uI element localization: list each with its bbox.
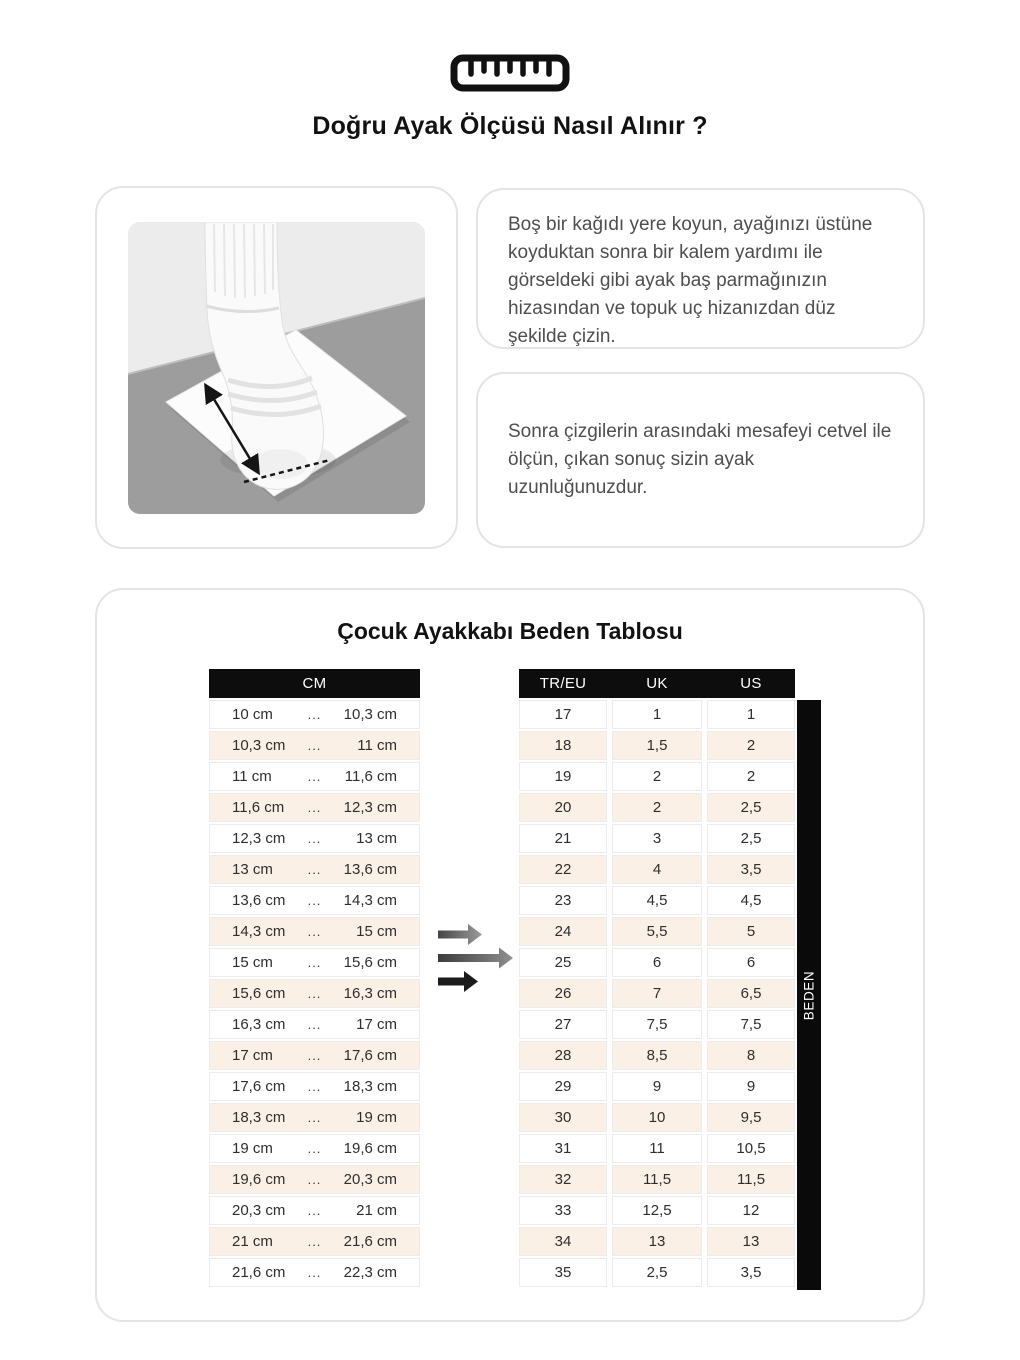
us-cell: 10,5	[707, 1134, 795, 1163]
tr-eu-cell: 20	[519, 793, 607, 822]
intl-table-row	[519, 1103, 795, 1132]
cm-table-row	[209, 886, 420, 915]
us-cell: 3,5	[707, 1258, 795, 1287]
tr-eu-cell: 27	[519, 1010, 607, 1039]
range-dots: ...	[307, 707, 322, 722]
cm-from-cell: 19 cm	[232, 1140, 273, 1157]
cm-to-cell: 16,3 cm	[343, 985, 397, 1002]
cm-from-cell: 10,3 cm	[232, 737, 286, 754]
range-dots: ...	[307, 738, 322, 753]
us-cell: 4,5	[707, 886, 795, 915]
cm-to-cell: 15,6 cm	[343, 954, 397, 971]
cm-to-cell: 17,6 cm	[343, 1047, 397, 1064]
intl-table	[519, 669, 795, 1289]
us-cell: 8	[707, 1041, 795, 1070]
cm-to-cell: 12,3 cm	[343, 799, 397, 816]
us-cell: 3,5	[707, 855, 795, 884]
tr-eu-cell: 22	[519, 855, 607, 884]
cm-table-row	[209, 1196, 420, 1225]
cm-from-cell: 17 cm	[232, 1047, 273, 1064]
cm-to-cell: 18,3 cm	[343, 1078, 397, 1095]
uk-cell: 1	[612, 700, 702, 729]
range-dots: ...	[307, 1110, 322, 1125]
range-dots: ...	[307, 1079, 322, 1094]
range-dots: ...	[307, 1203, 322, 1218]
cm-from-cell: 11 cm	[232, 768, 272, 785]
uk-cell: 4	[612, 855, 702, 884]
intl-table-row	[519, 1010, 795, 1039]
intl-table-row	[519, 1196, 795, 1225]
us-cell: 9	[707, 1072, 795, 1101]
intl-table-row	[519, 1227, 795, 1256]
cm-table-row	[209, 1165, 420, 1194]
cm-from-cell: 11,6 cm	[232, 799, 285, 816]
cm-from-cell: 19,6 cm	[232, 1171, 286, 1188]
intl-table-row	[519, 886, 795, 915]
cm-to-cell: 13,6 cm	[343, 861, 397, 878]
cm-table-row	[209, 700, 420, 729]
cm-table-row	[209, 1041, 420, 1070]
intl-table-body	[519, 700, 795, 1287]
cm-table-header: CM	[209, 669, 420, 698]
tr-eu-cell: 18	[519, 731, 607, 760]
intl-table-row	[519, 948, 795, 977]
cm-from-cell: 21 cm	[232, 1233, 273, 1250]
us-cell: 13	[707, 1227, 795, 1256]
cm-from-cell: 15 cm	[232, 954, 273, 971]
ruler-icon	[450, 54, 570, 92]
cm-table-row	[209, 762, 420, 791]
tr-eu-cell: 21	[519, 824, 607, 853]
us-cell: 5	[707, 917, 795, 946]
uk-cell: 11	[612, 1134, 702, 1163]
us-cell: 2	[707, 762, 795, 791]
tr-eu-cell: 28	[519, 1041, 607, 1070]
range-dots: ...	[307, 1048, 322, 1063]
uk-cell: 13	[612, 1227, 702, 1256]
cm-to-cell: 19,6 cm	[343, 1140, 397, 1157]
uk-cell: 2	[612, 793, 702, 822]
tr-eu-cell: 23	[519, 886, 607, 915]
cm-to-cell: 14,3 cm	[343, 892, 397, 909]
cm-from-cell: 14,3 cm	[232, 923, 286, 940]
range-dots: ...	[307, 1172, 322, 1187]
cm-to-cell: 13 cm	[356, 830, 397, 847]
cm-table-row	[209, 1258, 420, 1287]
cm-table-row	[209, 1134, 420, 1163]
intl-table-row	[519, 1258, 795, 1287]
beden-label: BEDEN	[801, 970, 817, 1020]
cm-to-cell: 15 cm	[356, 923, 397, 940]
intl-table-row	[519, 731, 795, 760]
tr-eu-cell: 24	[519, 917, 607, 946]
cm-table-row	[209, 1103, 420, 1132]
cm-from-cell: 17,6 cm	[232, 1078, 286, 1095]
foot-measurement-photo	[128, 222, 425, 514]
instruction-step-1-text: Boş bir kağıdı yere koyun, ayağınızı üstüne koyduktan sonra bir kalem yardımı ile görseldeki gibi ayak baş parmağınızın hizasından ve topuk uç hizanızdan düz şekilde çizin.	[508, 214, 873, 347]
range-dots: ...	[307, 1265, 322, 1280]
range-dots: ...	[307, 800, 322, 815]
uk-cell: 2,5	[612, 1258, 702, 1287]
intl-table-row	[519, 1072, 795, 1101]
intl-table-row	[519, 1041, 795, 1070]
uk-cell: 7,5	[612, 1010, 702, 1039]
uk-cell: 6	[612, 948, 702, 977]
cm-table	[209, 669, 420, 1289]
uk-cell: 12,5	[612, 1196, 702, 1225]
intl-table-row	[519, 700, 795, 729]
uk-cell: 5,5	[612, 917, 702, 946]
size-table-card	[95, 588, 925, 1322]
transfer-arrows-icon	[437, 924, 515, 992]
beden-side-bar	[797, 700, 821, 1290]
tr-eu-cell: 32	[519, 1165, 607, 1194]
range-dots: ...	[307, 955, 322, 970]
uk-cell: 7	[612, 979, 702, 1008]
uk-cell: 2	[612, 762, 702, 791]
instruction-box-2	[476, 372, 925, 548]
us-cell: 2	[707, 731, 795, 760]
intl-table-row	[519, 793, 795, 822]
header-label-tr-eu: TR/EU	[539, 675, 587, 692]
uk-cell: 4,5	[612, 886, 702, 915]
us-cell: 11,5	[707, 1165, 795, 1194]
range-dots: ...	[307, 986, 322, 1001]
cm-to-cell: 11 cm	[357, 737, 397, 754]
us-cell: 1	[707, 700, 795, 729]
us-cell: 6	[707, 948, 795, 977]
range-dots: ...	[307, 1141, 322, 1156]
cm-table-row	[209, 855, 420, 884]
us-cell: 9,5	[707, 1103, 795, 1132]
range-dots: ...	[307, 893, 322, 908]
cm-from-cell: 16,3 cm	[232, 1016, 286, 1033]
uk-cell: 9	[612, 1072, 702, 1101]
cm-table-row	[209, 1227, 420, 1256]
instruction-box-1	[476, 188, 925, 349]
intl-table-row	[519, 762, 795, 791]
tr-eu-cell: 25	[519, 948, 607, 977]
cm-table-row	[209, 793, 420, 822]
intl-table-row	[519, 917, 795, 946]
uk-cell: 11,5	[612, 1165, 702, 1194]
cm-from-cell: 10 cm	[232, 706, 273, 723]
cm-table-row	[209, 948, 420, 977]
page-title: Doğru Ayak Ölçüsü Nasıl Alınır ?	[312, 112, 708, 140]
instruction-step-2-text: Sonra çizgilerin arasındaki mesafeyi cetvel ile ölçün, çıkan sonuç sizin ayak uzunluğunuzdur.	[508, 421, 892, 498]
cm-to-cell: 17 cm	[356, 1016, 397, 1033]
tr-eu-cell: 26	[519, 979, 607, 1008]
cm-from-cell: 13,6 cm	[232, 892, 286, 909]
cm-to-cell: 11,6 cm	[344, 768, 397, 785]
cm-table-row	[209, 1072, 420, 1101]
range-dots: ...	[307, 1017, 322, 1032]
uk-cell: 3	[612, 824, 702, 853]
tr-eu-cell: 19	[519, 762, 607, 791]
tr-eu-cell: 29	[519, 1072, 607, 1101]
intl-table-row	[519, 1165, 795, 1194]
range-dots: ...	[307, 924, 322, 939]
cm-from-cell: 21,6 cm	[232, 1264, 286, 1281]
us-cell: 2,5	[707, 824, 795, 853]
range-dots: ...	[307, 831, 322, 846]
us-cell: 2,5	[707, 793, 795, 822]
foot-measurement-illustration	[128, 222, 425, 514]
cm-table-row	[209, 731, 420, 760]
range-dots: ...	[307, 1234, 322, 1249]
range-dots: ...	[307, 862, 322, 877]
uk-cell: 1,5	[612, 731, 702, 760]
header-icon-wrap	[0, 54, 1020, 92]
us-cell: 6,5	[707, 979, 795, 1008]
range-dots: ...	[307, 769, 322, 784]
us-cell: 12	[707, 1196, 795, 1225]
measurement-photo-card	[95, 186, 458, 549]
cm-table-row	[209, 917, 420, 946]
intl-table-row	[519, 855, 795, 884]
cm-table-row	[209, 824, 420, 853]
cm-from-cell: 18,3 cm	[232, 1109, 286, 1126]
cm-to-cell: 21 cm	[356, 1202, 397, 1219]
header-label-uk: UK	[646, 675, 668, 692]
cm-table-row	[209, 1010, 420, 1039]
intl-table-header	[519, 669, 795, 698]
intl-table-row	[519, 1134, 795, 1163]
cm-to-cell: 20,3 cm	[343, 1171, 397, 1188]
uk-cell: 8,5	[612, 1041, 702, 1070]
cm-from-cell: 13 cm	[232, 861, 273, 878]
cm-table-row	[209, 979, 420, 1008]
tr-eu-cell: 35	[519, 1258, 607, 1287]
size-table-title: Çocuk Ayakkabı Beden Tablosu	[337, 618, 683, 644]
cm-from-cell: 15,6 cm	[232, 985, 286, 1002]
cm-to-cell: 21,6 cm	[343, 1233, 397, 1250]
cm-to-cell: 22,3 cm	[343, 1264, 397, 1281]
us-cell: 7,5	[707, 1010, 795, 1039]
cm-to-cell: 19 cm	[356, 1109, 397, 1126]
tr-eu-cell: 34	[519, 1227, 607, 1256]
uk-cell: 10	[612, 1103, 702, 1132]
cm-from-cell: 12,3 cm	[232, 830, 286, 847]
tr-eu-cell: 30	[519, 1103, 607, 1132]
tr-eu-cell: 31	[519, 1134, 607, 1163]
intl-table-row	[519, 824, 795, 853]
tr-eu-cell: 17	[519, 700, 607, 729]
cm-to-cell: 10,3 cm	[343, 706, 397, 723]
header-label-us: US	[740, 675, 762, 692]
cm-from-cell: 20,3 cm	[232, 1202, 286, 1219]
tr-eu-cell: 33	[519, 1196, 607, 1225]
cm-table-body	[209, 700, 420, 1287]
intl-table-row	[519, 979, 795, 1008]
